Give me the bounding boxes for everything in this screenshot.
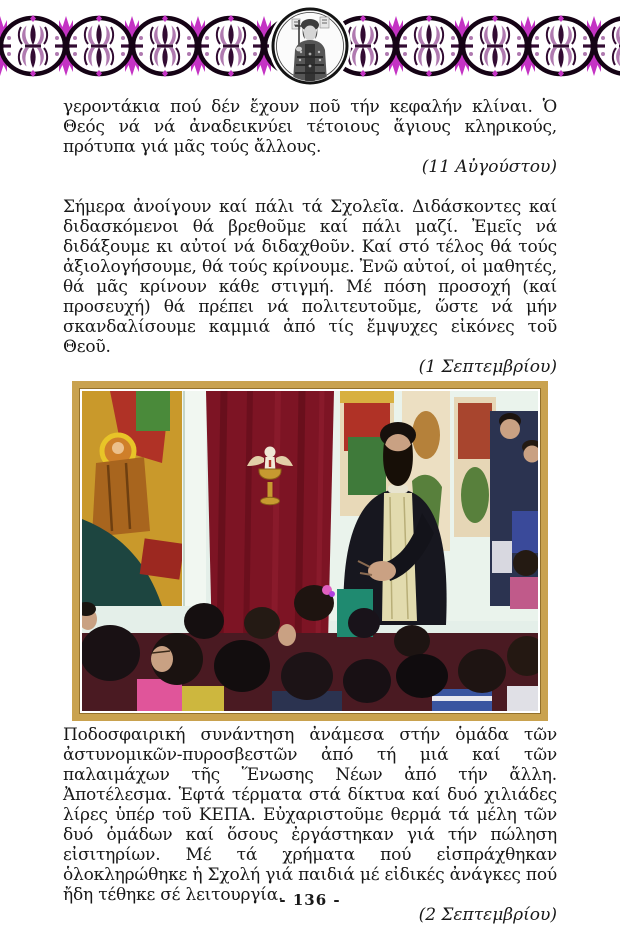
paragraph-1: γεροντάκια πού δέν ἔχουν ποῦ τήν κεφαλήν κλίναι. Ὁ Θεός νά νά ἀναδεικνύει τέτοιους ἅγιους κληρικούς, πρότυπα γιά μᾶς τούς ἄλλους. bbox=[63, 97, 557, 157]
paragraph-3: Ποδοσφαιρική συνάντηση ἀνάμεσα στήν ὁμάδα τῶν ἀστυνομικῶν-πυροσβεστῶν ἀπό τή μιά καί τῶν παλαιμάχων τῆς Ἕνωσης Νέων ἀπό τήν ἄλλη. Ἀποτέλεσμα. Ἑφτά τέρματα στά δίκτυα καί δυό χιλιάδες λίρες ὑπέρ τοῦ ΚΕΠΑ. Εὐχαριστοῦμε θερμά τά μέλη τῶν δυό ὁμάδων καί ὅσους ἐργάστηκαν γιά τήν πώληση εἰσιτηρίων. Μέ τά χρήματα πού εἰσπράχθηκαν ὁλοκληρώθηκε ἡ Σχολή γιά παιδιά μέ εἰδικές ἀνάγκες πού ἤδη τέθηκε σέ λειτουργία. bbox=[63, 725, 558, 905]
church-gathering-photo bbox=[82, 391, 538, 711]
ornament-band bbox=[0, 6, 620, 86]
date-line-1: (11 Αὐγούστου) bbox=[421, 157, 557, 177]
photo-figure bbox=[72, 381, 548, 721]
children-right bbox=[490, 411, 538, 609]
date-line-3: (2 Σεπτεμβρίου) bbox=[418, 905, 557, 925]
photo-frame bbox=[72, 381, 548, 721]
text-column bbox=[63, 97, 557, 925]
paragraph-2: Σήμερα ἀνοίγουν καί πάλι τά Σχολεῖα. Διδάσκοντες καί διδασκόμενοι θά βρεθοῦμε καί πάλι μαζί. Ἐμεῖς νά διδάξουμε κι αὐτοί νά διδαχθοῦν. Καί στό τέλος θά τούς ἀξιολογήσουμε, θά τούς κρίνουμε. Ἐνῶ αὐτοί, οἱ μαθητές, θά μᾶς κρίνουν κάθε στιγμή. Μέ πόση προσοχή (καί προσευχή) θά πρέπει νά πολιτευτοῦμε, ὥστε νά μήν σκανδαλίσουμε καμμιά ἀπό τίς ἔμψυχες εἰκόνες τοῦ Θεοῦ. bbox=[63, 197, 557, 357]
saint-icon bbox=[269, 6, 351, 86]
page-number: - 136 - bbox=[279, 891, 341, 909]
left-icon-panel bbox=[82, 391, 184, 606]
date-line-2: (1 Σεπτεμβρίου) bbox=[418, 357, 557, 377]
